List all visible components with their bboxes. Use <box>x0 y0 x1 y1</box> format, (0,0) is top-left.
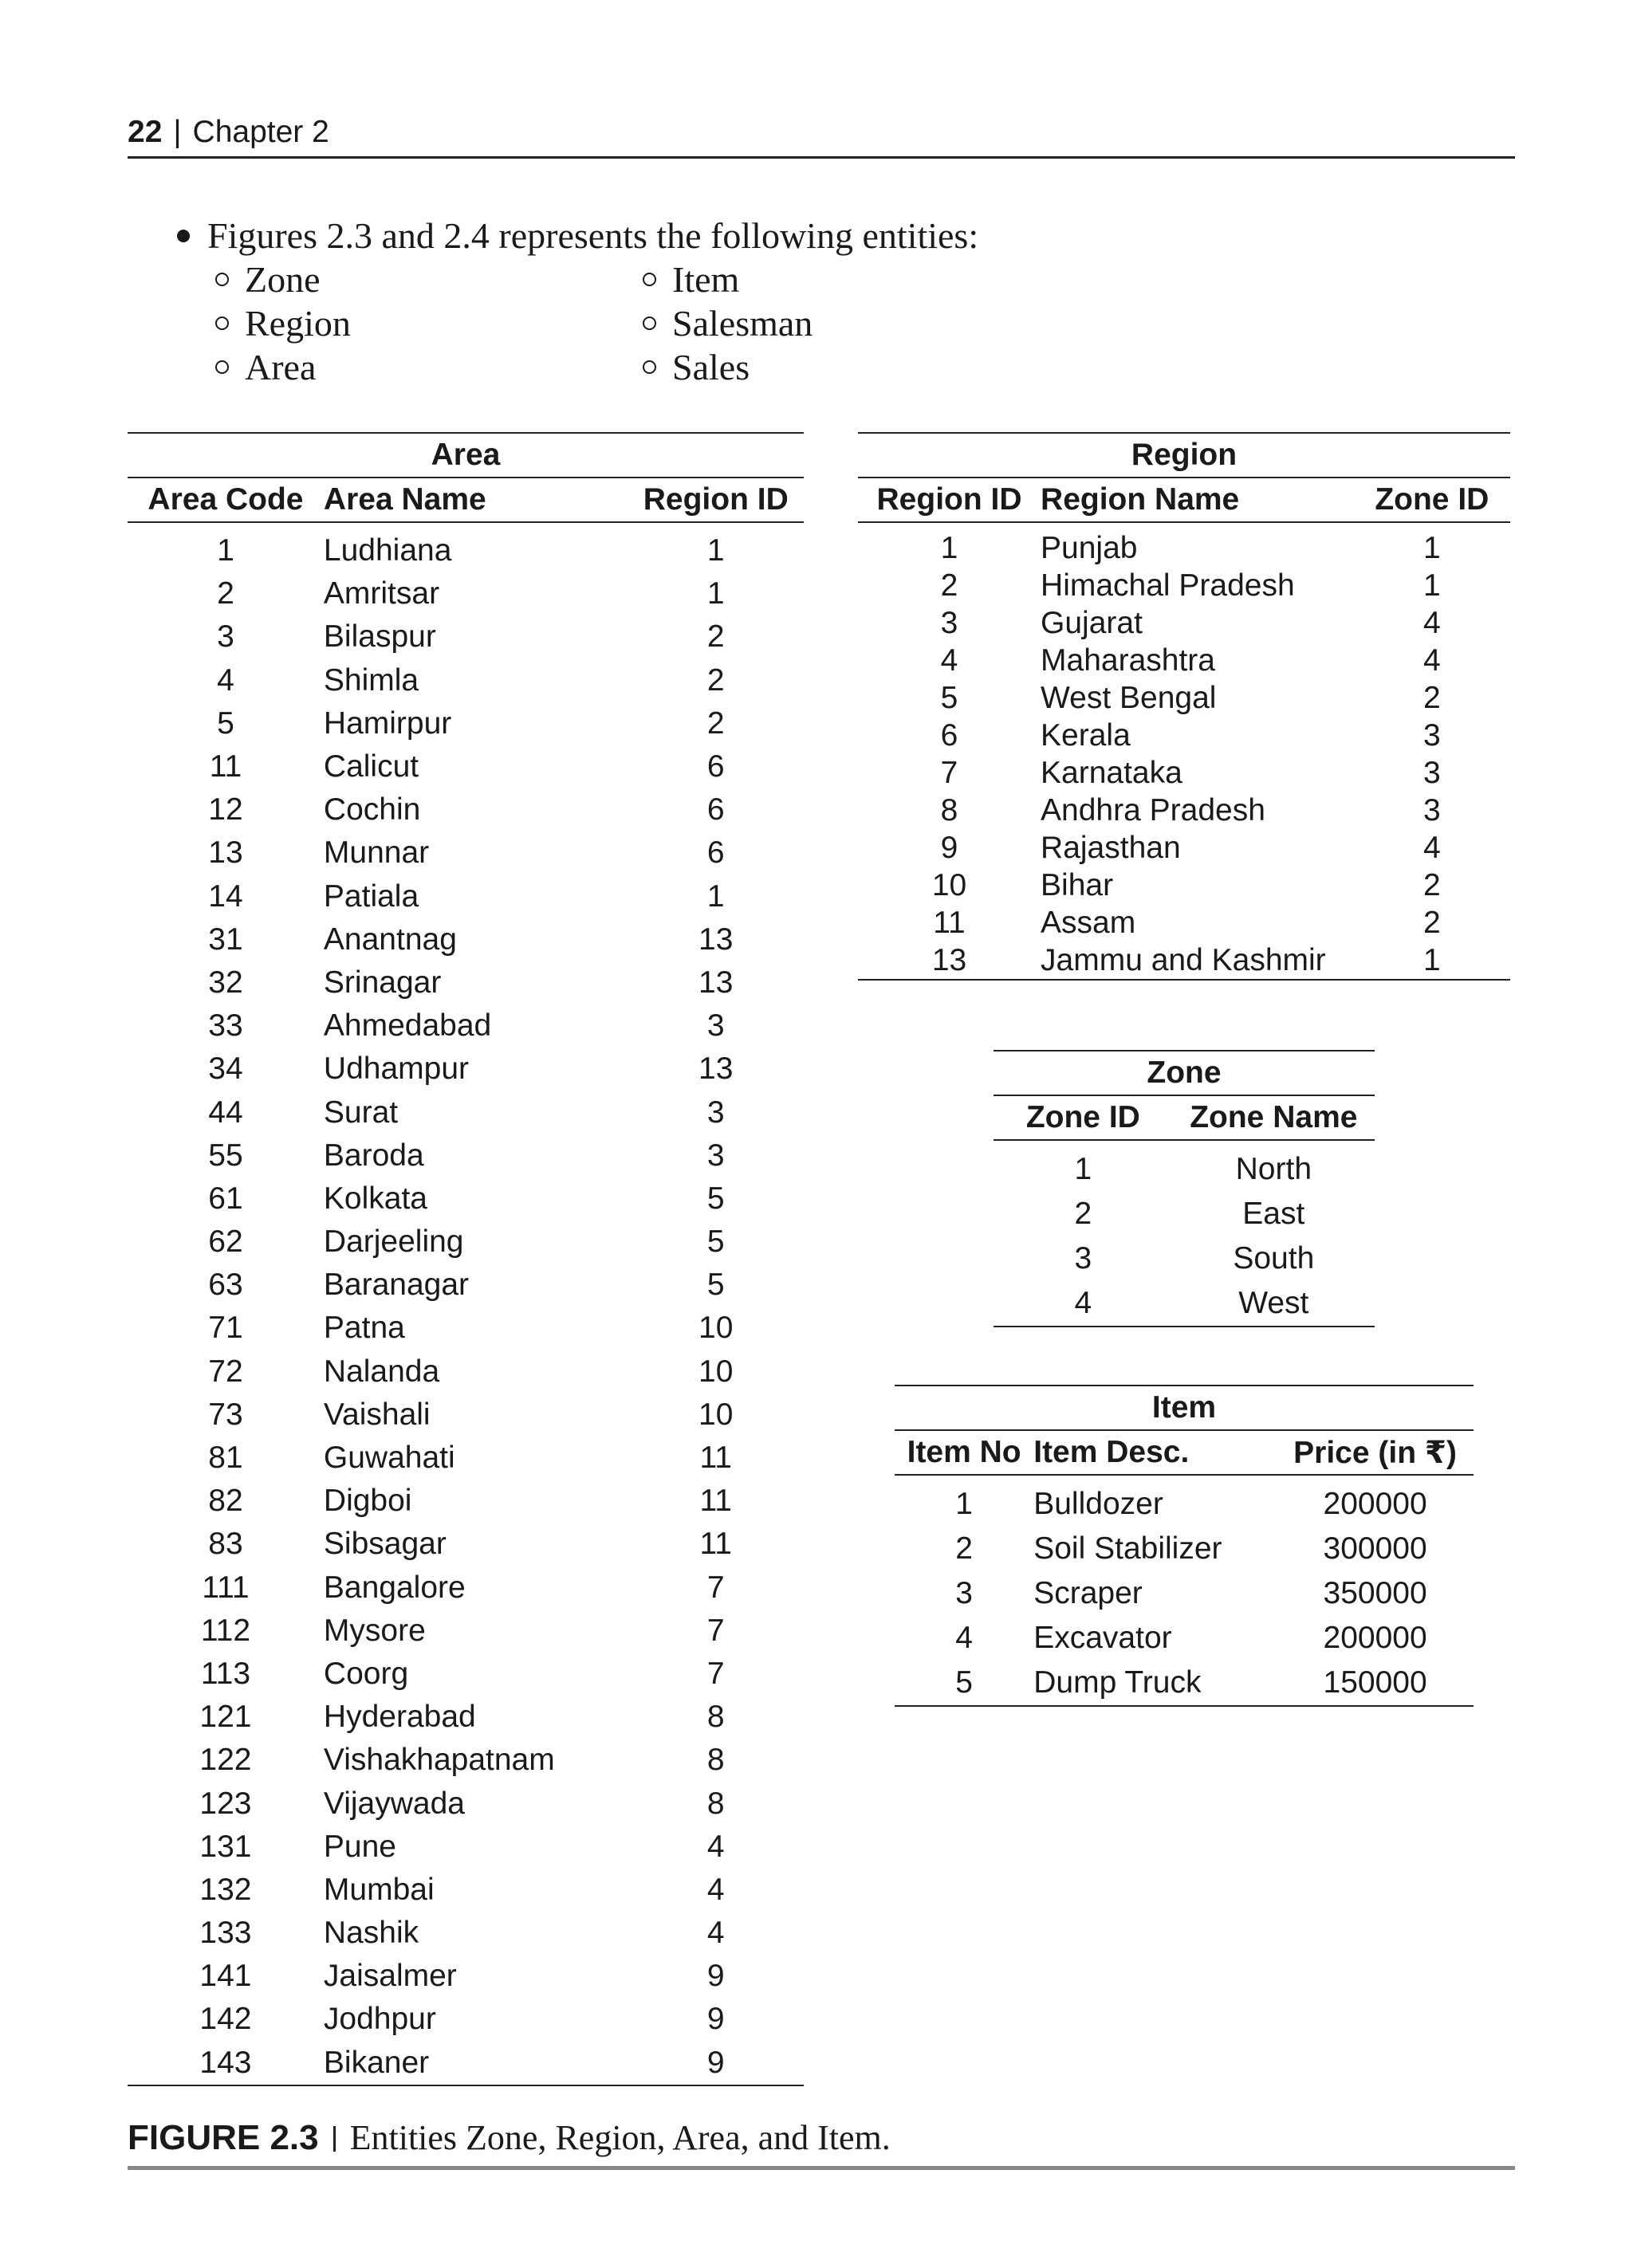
table-row <box>128 1782 804 1825</box>
table-cell: Baranagar <box>323 1268 470 1303</box>
table-cell: Udhampur <box>323 1051 469 1087</box>
table-cell: 5 <box>706 1224 725 1260</box>
table-row <box>128 1004 804 1048</box>
table-cell: 33 <box>208 1008 243 1044</box>
table-cell: Pune <box>323 1829 396 1864</box>
table-cell: 3 <box>955 1576 973 1610</box>
table-row <box>128 1220 804 1264</box>
table-cell: 350000 <box>1323 1576 1427 1610</box>
table-cell: Guwahati <box>323 1441 455 1476</box>
table-row <box>128 1307 804 1350</box>
table-cell: 6 <box>706 749 725 784</box>
entity-label: Zone <box>245 259 321 300</box>
region-table <box>858 432 1510 981</box>
table-cell: 5 <box>940 680 958 715</box>
table-cell: Jodhpur <box>323 2002 436 2037</box>
table-cell: Karnataka <box>1041 755 1182 790</box>
table-cell: Nalanda <box>323 1354 440 1389</box>
table-cell: 200000 <box>1323 1487 1427 1521</box>
table-cell: 73 <box>208 1397 243 1432</box>
circle-bullet-icon <box>215 360 229 374</box>
table-cell: Bikaner <box>323 2045 430 2080</box>
table-cell: 1 <box>1422 568 1441 603</box>
table-cell: West <box>1238 1286 1309 1320</box>
table-cell: Excavator <box>1033 1621 1172 1655</box>
table-cell: 1 <box>217 533 234 568</box>
table-cell: 4 <box>940 643 958 678</box>
table-cell: 4 <box>1074 1286 1092 1320</box>
table-row <box>858 904 1510 941</box>
column-header: Zone ID <box>1354 478 1510 522</box>
table-row <box>128 572 804 615</box>
table-row <box>895 1475 1474 1527</box>
table-cell: 142 <box>199 2002 252 2037</box>
area-table <box>128 432 804 2086</box>
table-cell: 9 <box>706 2002 725 2037</box>
table-cell: Calicut <box>323 749 419 784</box>
table-cell: 32 <box>208 965 243 1000</box>
table-cell: 3 <box>1422 792 1441 827</box>
table-cell: North <box>1235 1152 1312 1186</box>
table-cell: 5 <box>217 706 234 741</box>
table-cell: 3 <box>1422 717 1441 753</box>
table-row <box>128 961 804 1004</box>
table-cell: Andhra Pradesh <box>1041 792 1265 827</box>
table-row <box>128 1610 804 1653</box>
table-cell: 113 <box>200 1656 251 1691</box>
table-cell: 13 <box>698 965 734 1000</box>
entity-label: Area <box>245 347 317 387</box>
table-cell: 2 <box>1422 867 1441 902</box>
table-cell: Bilaspur <box>323 619 436 654</box>
table-cell: 6 <box>940 717 958 753</box>
table-cell: Vaishali <box>323 1397 431 1432</box>
column-header: Zone Name <box>1173 1095 1375 1140</box>
table-cell: 2 <box>706 706 725 741</box>
table-cell: 4 <box>955 1621 973 1655</box>
table-cell: 11 <box>933 905 966 940</box>
table-cell: Kolkata <box>323 1181 427 1216</box>
table-row <box>858 567 1510 604</box>
table-cell: 2 <box>1074 1197 1092 1231</box>
table-cell: 3 <box>1074 1241 1092 1276</box>
table-row <box>858 754 1510 792</box>
table-cell: Ludhiana <box>323 533 452 568</box>
table-cell: 1 <box>1422 942 1441 977</box>
table-cell: 4 <box>706 1872 725 1907</box>
table-cell: 55 <box>208 1138 243 1173</box>
table-cell: Bihar <box>1041 867 1114 902</box>
table-cell: 13 <box>698 922 734 957</box>
table-cell: 121 <box>199 1700 252 1735</box>
table-cell: 1 <box>706 879 725 914</box>
table-cell: Patna <box>323 1311 405 1346</box>
table-cell: 1 <box>1422 530 1441 565</box>
entity-label: Sales <box>672 347 750 387</box>
table-row <box>128 1869 804 1912</box>
entity-label: Item <box>672 259 740 300</box>
table-cell: 300000 <box>1323 1531 1427 1566</box>
table-cell: 1 <box>940 530 958 565</box>
table-row <box>994 1140 1375 1192</box>
table-row <box>128 788 804 831</box>
table-row <box>858 792 1510 829</box>
table-row <box>128 1912 804 1955</box>
table-cell: 4 <box>1422 605 1441 640</box>
page-number: 22 <box>128 115 163 149</box>
table-cell: 2 <box>217 576 234 611</box>
table-row <box>128 1134 804 1177</box>
table-cell: 13 <box>931 942 967 977</box>
table-cell: 8 <box>940 792 958 827</box>
column-header: Item Desc. <box>1033 1430 1277 1475</box>
table-cell: 5 <box>706 1181 725 1216</box>
table-cell: 2 <box>940 568 958 603</box>
table-cell: 4 <box>706 1916 725 1951</box>
table-cell: Scraper <box>1033 1576 1143 1610</box>
entity-list <box>215 257 978 389</box>
table-cell: Rajasthan <box>1041 830 1181 865</box>
table-row <box>128 1653 804 1696</box>
table-cell: 83 <box>208 1527 243 1562</box>
table-cell: 3 <box>706 1095 725 1130</box>
column-header: Price (in ₹) <box>1277 1430 1474 1475</box>
table-cell: 2 <box>1422 905 1441 940</box>
table-row <box>895 1527 1474 1571</box>
table-cell: 31 <box>208 922 243 957</box>
table-row <box>128 615 804 658</box>
table-row <box>858 717 1510 754</box>
table-cell: 6 <box>706 792 725 827</box>
table-cell: 82 <box>208 1484 243 1519</box>
circle-bullet-icon <box>643 316 656 330</box>
table-cell: Punjab <box>1041 530 1138 565</box>
table-cell: Amritsar <box>323 576 440 611</box>
table-cell: 9 <box>706 2045 725 2080</box>
table-cell: 4 <box>1422 830 1441 865</box>
table-cell: 11 <box>699 1527 732 1562</box>
table-cell: Anantnag <box>323 922 457 957</box>
column-header: Item No <box>895 1430 1033 1475</box>
table-cell: 11 <box>699 1441 732 1476</box>
table-row <box>128 659 804 702</box>
table-cell: Mumbai <box>323 1872 435 1907</box>
table-cell: Bulldozer <box>1033 1487 1163 1521</box>
page-header <box>128 113 1515 159</box>
table-row <box>858 522 1510 567</box>
table-cell: 4 <box>706 1829 725 1864</box>
table-cell: Baroda <box>323 1138 424 1173</box>
table-row <box>128 1739 804 1782</box>
entity-item <box>643 345 882 389</box>
table-cell: Digboi <box>323 1484 412 1519</box>
table-row <box>128 1566 804 1610</box>
table-title: Area <box>128 433 804 478</box>
table-title: Region <box>858 433 1510 478</box>
entity-label: Region <box>245 303 351 344</box>
table-row <box>858 642 1510 679</box>
intro-section <box>177 214 978 389</box>
table-cell: Patiala <box>323 879 419 914</box>
table-cell: 10 <box>931 867 967 902</box>
table-cell: Ahmedabad <box>323 1008 492 1044</box>
table-cell: West Bengal <box>1041 680 1217 715</box>
zone-table <box>994 1050 1375 1327</box>
table-cell: Hyderabad <box>323 1700 476 1735</box>
table-cell: 150000 <box>1323 1665 1427 1700</box>
table-cell: 3 <box>706 1138 725 1173</box>
table-cell: 8 <box>706 1700 725 1735</box>
table-row <box>128 702 804 745</box>
table-row <box>128 1177 804 1220</box>
table-cell: South <box>1233 1241 1315 1276</box>
table-row <box>128 1955 804 1998</box>
table-cell: 122 <box>199 1743 252 1778</box>
table-cell: Jammu and Kashmir <box>1041 942 1326 977</box>
table-cell: 5 <box>706 1268 725 1303</box>
table-cell: 34 <box>208 1051 243 1087</box>
entity-item <box>215 345 643 389</box>
table-cell: Sibsagar <box>323 1527 447 1562</box>
table-cell: East <box>1242 1197 1305 1231</box>
table-cell: 2 <box>706 662 725 698</box>
table-title: Item <box>895 1386 1474 1430</box>
table-cell: 1 <box>706 533 725 568</box>
table-cell: Soil Stabilizer <box>1033 1531 1222 1566</box>
table-cell: Assam <box>1041 905 1136 940</box>
table-cell: Surat <box>323 1095 399 1130</box>
table-cell: Dump Truck <box>1033 1665 1202 1700</box>
table-row <box>994 1236 1375 1281</box>
table-row <box>895 1616 1474 1661</box>
entity-item <box>643 301 882 345</box>
table-row <box>994 1281 1375 1327</box>
table-cell: 143 <box>199 2045 252 2080</box>
figure-caption <box>128 2117 1515 2170</box>
table-row <box>858 829 1510 867</box>
circle-bullet-icon <box>215 316 229 330</box>
circle-bullet-icon <box>643 360 656 374</box>
column-header: Region ID <box>628 478 805 522</box>
table-cell: 14 <box>208 879 243 914</box>
table-cell: 2 <box>1422 680 1441 715</box>
table-cell: 10 <box>698 1354 734 1389</box>
chapter-label: Chapter 2 <box>192 115 329 149</box>
table-cell: Gujarat <box>1041 605 1143 640</box>
table-row <box>128 875 804 918</box>
table-cell: Jaisalmer <box>323 1959 457 1994</box>
intro-text: Figures 2.3 and 2.4 represents the following entities: <box>207 215 979 256</box>
table-cell: 4 <box>1422 643 1441 678</box>
table-row <box>128 1998 804 2041</box>
table-title: Zone <box>994 1051 1375 1095</box>
table-cell: 81 <box>208 1441 243 1476</box>
entity-label: Salesman <box>672 303 813 344</box>
table-cell: Vishakhapatnam <box>323 1743 555 1778</box>
table-cell: 1 <box>1074 1152 1092 1186</box>
table-cell: 141 <box>199 1959 252 1994</box>
table-cell: 111 <box>202 1570 250 1605</box>
table-cell: 11 <box>699 1484 732 1519</box>
table-row <box>128 522 804 572</box>
figure-label: FIGURE 2.3 <box>128 2118 319 2157</box>
table-cell: Kerala <box>1041 717 1131 753</box>
table-cell: Munnar <box>323 835 430 871</box>
table-cell: 9 <box>940 830 958 865</box>
table-row <box>128 745 804 788</box>
table-cell: Nashik <box>323 1916 419 1951</box>
table-cell: Cochin <box>323 792 421 827</box>
table-cell: 61 <box>208 1181 243 1216</box>
table-cell: 131 <box>199 1829 252 1864</box>
column-header: Area Name <box>324 478 628 522</box>
table-row <box>128 2042 804 2085</box>
table-cell: 3 <box>706 1008 725 1044</box>
table-cell: 8 <box>706 1786 725 1821</box>
table-cell: 7 <box>706 1570 725 1605</box>
column-header: Area Code <box>128 478 324 522</box>
table-row <box>858 604 1510 642</box>
table-row <box>128 831 804 875</box>
intro-bullet-line <box>177 214 978 257</box>
table-cell: Darjeeling <box>323 1224 464 1260</box>
table-cell: Hamirpur <box>323 706 452 741</box>
table-cell: Maharashtra <box>1041 643 1215 678</box>
bullet-icon <box>177 230 190 242</box>
table-cell: 13 <box>208 835 243 871</box>
entity-item <box>643 257 882 301</box>
table-row <box>994 1192 1375 1236</box>
table-cell: Vijaywada <box>323 1786 465 1821</box>
table-cell: 10 <box>698 1397 734 1432</box>
table-cell: 3 <box>940 605 958 640</box>
table-row <box>128 1696 804 1739</box>
table-row <box>128 1264 804 1307</box>
entity-item <box>215 257 643 301</box>
table-cell: Shimla <box>323 662 419 698</box>
table-cell: 2 <box>706 619 725 654</box>
column-header: Zone ID <box>994 1095 1173 1140</box>
table-cell: Coorg <box>323 1656 409 1691</box>
table-row <box>128 918 804 961</box>
table-cell: 200000 <box>1323 1621 1427 1655</box>
table-cell: 1 <box>706 576 725 611</box>
table-cell: Bangalore <box>323 1570 466 1605</box>
circle-bullet-icon <box>215 273 229 286</box>
column-header: Region ID <box>858 478 1041 522</box>
header-separator: | <box>173 115 182 149</box>
table-cell: 3 <box>1422 755 1441 790</box>
table-cell: 112 <box>200 1613 251 1648</box>
table-row <box>858 867 1510 904</box>
table-cell: 63 <box>208 1268 243 1303</box>
table-cell: 11 <box>209 749 242 784</box>
item-table <box>895 1385 1474 1707</box>
table-cell: 8 <box>706 1743 725 1778</box>
table-cell: 12 <box>208 792 243 827</box>
circle-bullet-icon <box>643 273 656 286</box>
table-row <box>895 1571 1474 1616</box>
table-row <box>128 1393 804 1437</box>
table-cell: 1 <box>955 1487 973 1521</box>
table-cell: 44 <box>208 1095 243 1130</box>
table-cell: Himachal Pradesh <box>1041 568 1295 603</box>
table-cell: 3 <box>217 619 234 654</box>
table-cell: 7 <box>940 755 958 790</box>
table-cell: 72 <box>208 1354 243 1389</box>
table-row <box>128 1350 804 1393</box>
table-cell: 4 <box>217 662 234 698</box>
table-cell: 133 <box>199 1916 252 1951</box>
table-row <box>895 1661 1474 1706</box>
table-cell: 7 <box>706 1613 725 1648</box>
table-cell: 6 <box>706 835 725 871</box>
table-cell: 123 <box>199 1786 252 1821</box>
table-row <box>128 1826 804 1869</box>
table-row <box>858 679 1510 717</box>
table-cell: 9 <box>706 1959 725 1994</box>
table-cell: 132 <box>199 1872 252 1907</box>
table-row <box>858 941 1510 980</box>
table-cell: 7 <box>706 1656 725 1691</box>
table-row <box>128 1523 804 1566</box>
table-row <box>128 1048 804 1091</box>
table-cell: 5 <box>955 1665 973 1700</box>
caption-divider <box>333 2126 336 2152</box>
table-cell: Mysore <box>323 1613 426 1648</box>
table-cell: 10 <box>698 1311 734 1346</box>
table-cell: 62 <box>208 1224 243 1260</box>
table-cell: Srinagar <box>323 965 442 1000</box>
table-row <box>128 1437 804 1480</box>
table-row <box>128 1480 804 1523</box>
table-row <box>128 1091 804 1134</box>
figure-description: Entities Zone, Region, Area, and Item. <box>349 2118 891 2157</box>
table-cell: 71 <box>208 1311 243 1346</box>
column-header: Region Name <box>1041 478 1354 522</box>
table-cell: 13 <box>698 1051 734 1087</box>
entity-item <box>215 301 643 345</box>
table-cell: 2 <box>955 1531 973 1566</box>
